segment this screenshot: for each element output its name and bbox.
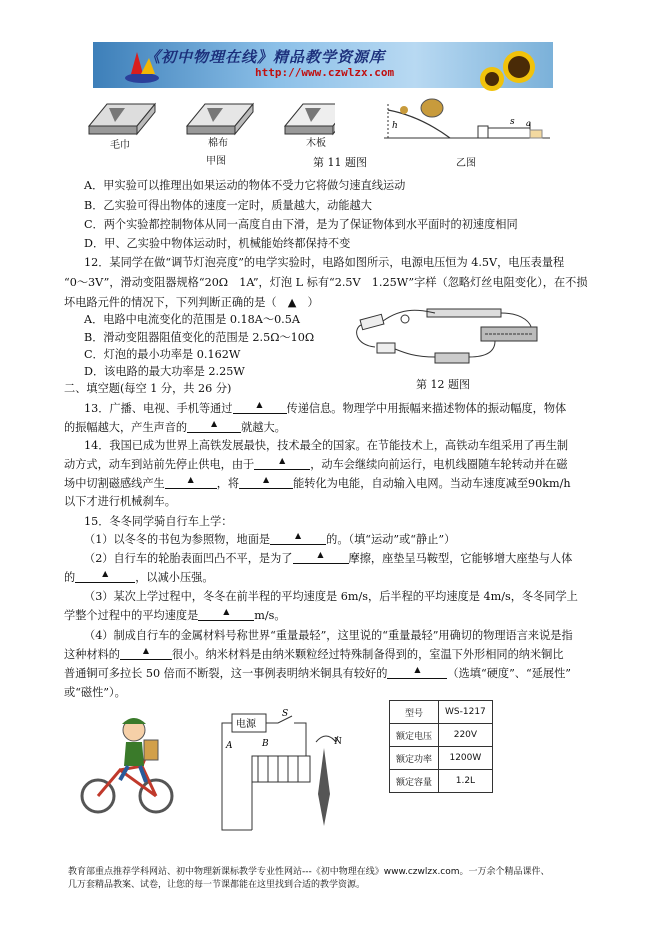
q15-text-1b: 的。（填“运动”或“静止”） [326, 533, 456, 546]
spec-value: 220V [439, 724, 493, 747]
q15-part4: （4）制成自行车的金属材料号称世界“重量最轻”，这里说的“重量最轻”用确切的物理语言来说是指 [84, 629, 573, 642]
q14-line2 [64, 457, 568, 473]
spec-label: 额定容量 [390, 770, 439, 793]
q15-text-1a: （1）以冬冬的书包为参照物，地面是 [84, 533, 271, 546]
q15-text-4c: 很小。纳米材料是由纳米颗粒经过特殊制备得到的，室温下外形相同的纳米铜比 [171, 648, 564, 661]
q13-text-c: 的振幅越大，产生声音的 [64, 421, 188, 434]
q14-text-c: 场中切割磁感线产生 [64, 477, 165, 490]
q12-option-a: A．电路中电流变化的范围是 0.18A～0.5A [84, 313, 300, 326]
q15-text-4d: 普通铜可多拉长 50 倍而不断裂，这一事例表明纳米铜具有较好的 [64, 667, 388, 680]
q12-circuit-drawing [345, 305, 550, 367]
surface-label-towel: 毛巾 [110, 140, 130, 151]
answer-blank[interactable] [270, 532, 326, 545]
answer-blank[interactable] [165, 476, 217, 489]
q12-line3: 坏电路元件的情况下，下列判断正确的是（ ▲ ） [64, 296, 319, 309]
answer-blank[interactable] [254, 457, 310, 470]
q15-intro: 15．冬冬同学骑自行车上学： [84, 515, 233, 528]
answer-blank[interactable] [120, 647, 172, 660]
q13-line1 [84, 401, 566, 417]
towel-surface-drawing [89, 104, 155, 134]
q13-line2 [64, 420, 286, 436]
spec-label: 型号 [390, 701, 439, 724]
spec-label: 额定功率 [390, 747, 439, 770]
q13-text-a: 13．广播、电视、手机等通过 [84, 402, 233, 415]
north-label: N [334, 737, 342, 747]
q11-option-d: D．甲、乙实验中物体运动时，机械能始终都保持不变 [84, 237, 351, 250]
spec-value: WS-1217 [439, 701, 493, 724]
figure11-incline-drawing [380, 94, 555, 150]
header-url[interactable]: http://www.czwlzx.com [255, 66, 395, 79]
q15-text-4e: （选填“硬度”、“延展性” [447, 667, 571, 680]
q15-text-2b: 摩擦，座垫呈马鞍型，它能够增大座垫与人体 [348, 552, 573, 565]
wood-surface-drawing [285, 104, 335, 134]
q12-line2: “0～3V”，滑动变阻器规格“20Ω 1A”，灯泡 L 标有“2.5V 1.25W”字样（忽略灯丝电阻变化），在不损 [64, 276, 588, 289]
surface-label-wood: 木板 [306, 138, 326, 149]
q13-text-d: 就越大。 [241, 421, 286, 434]
answer-blank[interactable] [239, 476, 293, 489]
footer-line1: 教育部重点推荐学科网站、初中物理新课标教学专业性网站---《初中物理在线》www.czwlzx.com。一万余个精品课件、 [68, 867, 550, 877]
q15-part3: （3）某次上学过程中，冬冬在前半程的平均速度是 6m/s，后半程的平均速度是 4m/s，冬冬同学上 [84, 590, 578, 603]
q13-text-b: 传递信息。物理学中用振幅来描述物体的振动幅度，物体 [286, 402, 567, 415]
q15-part2 [84, 551, 572, 567]
spec-value: 1200W [439, 747, 493, 770]
page-footer [68, 866, 608, 892]
q14-line1: 14．我国已成为世界上高铁发展最快，技术最全的国家。在节能技术上，高铁动车组采用了再生制 [84, 439, 569, 452]
footer-line2: 几万套精品教案、试卷，让您的每一节课都能在这里找到合适的教学资源。 [68, 880, 366, 890]
spec-table [389, 700, 493, 793]
spec-label: 额定电压 [390, 724, 439, 747]
terminal-a-label: A [226, 741, 233, 751]
switch-label: S [282, 709, 289, 719]
cotton-surface-drawing [187, 104, 253, 134]
q12-line1: 12．某同学在做“调节灯泡亮度”的电学实验时，电路如图所示，电源电压恒为 4.5V，电压表量程 [84, 256, 565, 269]
header-title: 《初中物理在线》精品教学资源库 [145, 48, 386, 66]
q15-part3-cont [64, 608, 286, 624]
q15-text-2c: 的 [64, 571, 76, 584]
answer-blank[interactable] [387, 666, 447, 679]
electromagnet-circuit-drawing [212, 708, 362, 838]
q15-part4-cont3: 或“磁性”）。 [64, 686, 126, 699]
q15-text-3b: 学整个过程中的平均速度是 [64, 609, 199, 622]
answer-blank[interactable] [187, 420, 241, 433]
label-s: s [510, 117, 515, 127]
source-label: 电源 [236, 719, 256, 730]
figure11-right-caption: 乙图 [456, 158, 476, 169]
q15-text-2a: （2）自行车的轮胎表面凹凸不平，是为了 [84, 552, 293, 565]
section2-heading: 二、填空题(每空 1 分，共 26 分) [64, 382, 232, 395]
table-row [390, 770, 493, 793]
table-row [390, 747, 493, 770]
table-row [390, 701, 493, 724]
q15-part1 [84, 532, 455, 548]
q12-option-d: D．该电路的最大功率是 2.25W [84, 365, 245, 378]
answer-blank[interactable] [198, 608, 254, 621]
q14-text-b: ，动车会继续向前运行，电机线圈随车轮转动并在磁 [310, 458, 568, 471]
terminal-b-label: B [262, 739, 269, 749]
q14-line3 [64, 476, 571, 492]
answer-blank[interactable] [233, 401, 287, 414]
figure11-left-caption: 甲图 [206, 156, 226, 167]
q15-text-3c: m/s。 [254, 609, 286, 622]
q14-text-d: ，将 [216, 477, 240, 490]
figure11-title: 第 11 题图 [313, 156, 367, 169]
surface-label-cotton: 棉布 [208, 138, 228, 149]
q11-option-b: B．乙实验可得出物体的速度一定时，质量越大，动能越大 [84, 199, 372, 212]
q14-text-e: 能转化为电能，自动输入电网。当动车速度减至90km/h [293, 477, 571, 490]
q15-part4-cont1 [64, 647, 564, 663]
q11-option-a: A．甲实验可以推理出如果运动的物体不受力它将做匀速直线运动 [84, 179, 406, 192]
answer-blank[interactable] [75, 570, 135, 583]
q14-line4: 以下才进行机械刹车。 [64, 495, 176, 508]
label-a: a [526, 119, 531, 128]
label-h: h [392, 121, 398, 131]
cyclist-illustration [72, 708, 180, 820]
q12-option-c: C．灯泡的最小功率是 0.162W [84, 348, 241, 361]
q14-text-a: 动方式，动车到站前先停止供电，由于 [64, 458, 255, 471]
spec-value: 1.2L [439, 770, 493, 793]
sunflower-decoration [508, 56, 530, 78]
q12-figure-title: 第 12 题图 [416, 378, 470, 391]
sunflower-decoration [485, 72, 499, 86]
answer-blank[interactable] [293, 551, 349, 564]
q11-option-c: C．两个实验都控制物体从同一高度自由下滑，是为了保证物体到水平面时的初速度相同 [84, 218, 518, 231]
q15-text-4b: 这种材料的 [64, 648, 120, 661]
q15-text-2d: ，以减小压强。 [135, 571, 214, 584]
q15-part2-cont [64, 570, 214, 586]
table-row [390, 724, 493, 747]
q15-part4-cont2 [64, 666, 571, 682]
q12-option-b: B．滑动变阻器阻值变化的范围是 2.5Ω～10Ω [84, 331, 315, 344]
